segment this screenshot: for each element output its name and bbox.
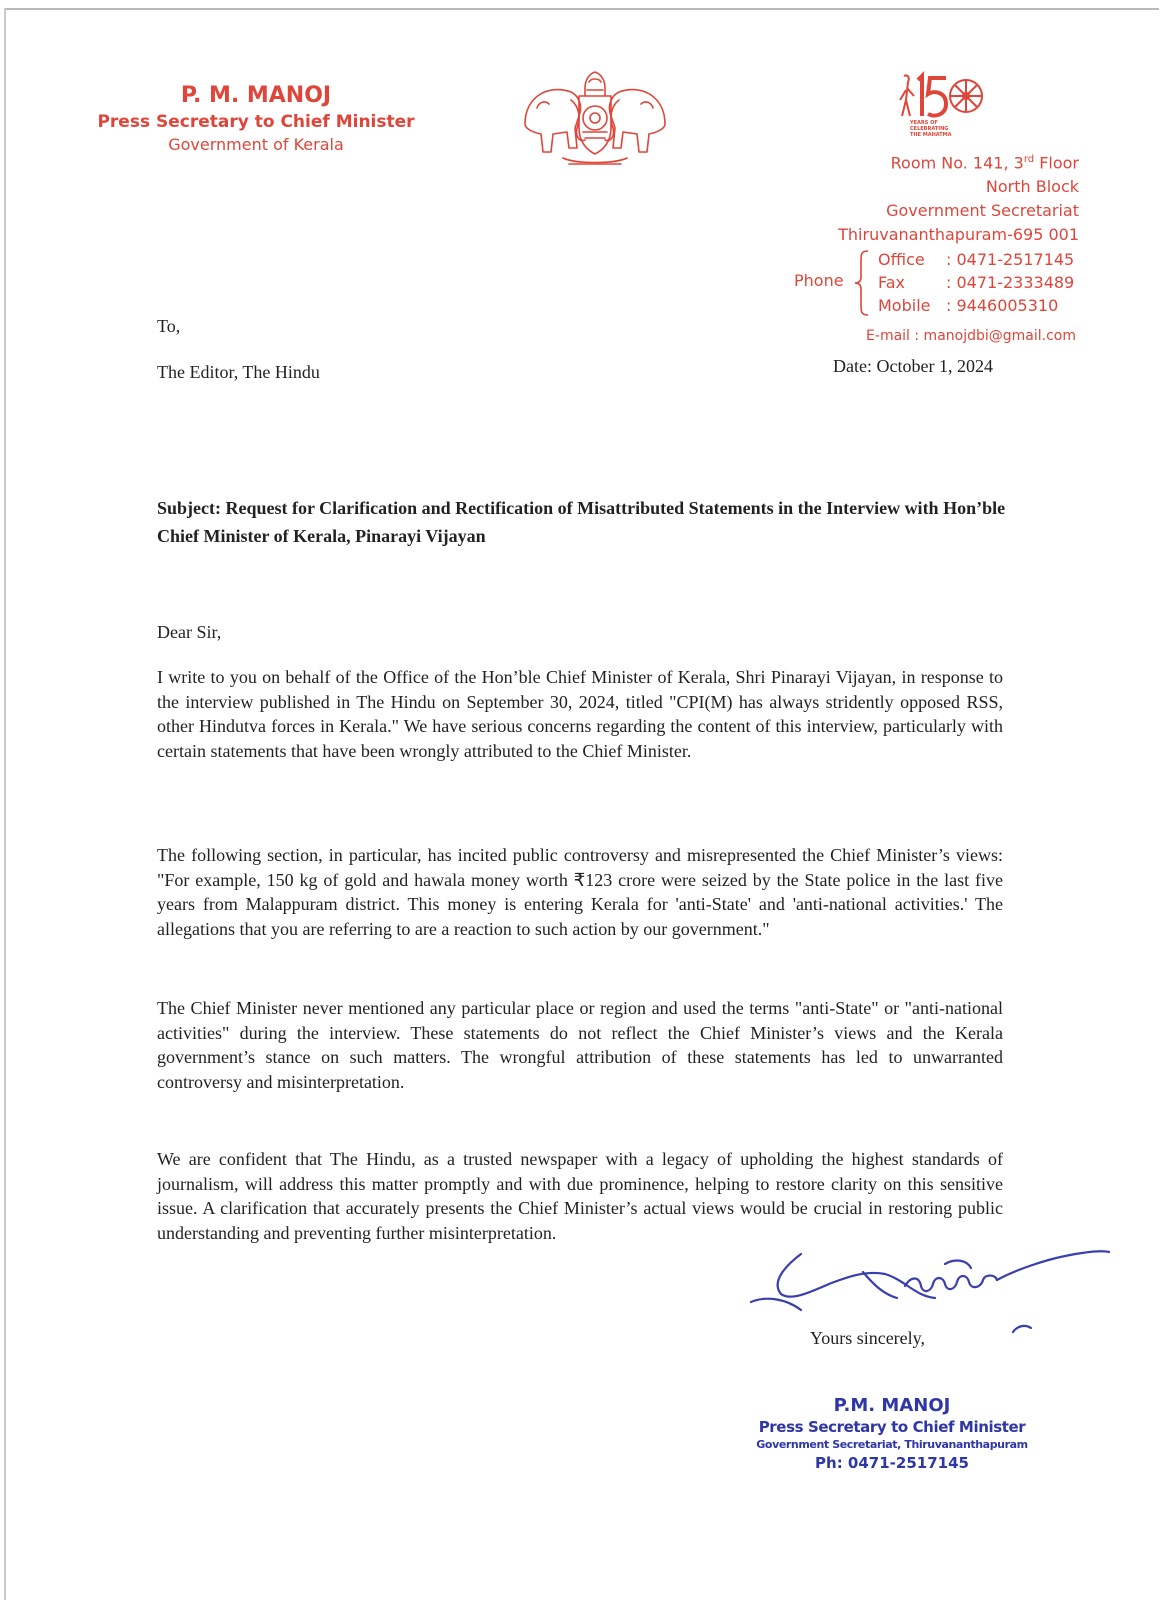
body-paragraph-2: The following section, in particular, has incited public controversy and misrepresented the Chief Minister’s views: "For example, 150 kg of gold and hawala money worth ₹123 crore were seized by the State police in the last five years from Malappuram district. This money is entering Kerala for 'anti-State' and 'anti-national activities.' The allegations that you are referring to are a reaction to such action by our government." xyxy=(157,845,1003,939)
anniversary-logo-text-1: YEARS OF xyxy=(910,120,938,126)
email-address: E-mail : manojdbi@gmail.com xyxy=(866,328,1076,344)
phone-label: Phone xyxy=(794,271,844,290)
stamp-designation: Press Secretary to Chief Minister xyxy=(758,1418,1026,1436)
sender-organization: Government of Kerala xyxy=(168,135,344,154)
phone-rows xyxy=(878,248,1074,317)
sender-name: P. M. MANOJ xyxy=(180,83,332,108)
official-stamp xyxy=(742,1395,1042,1473)
stamp-name: P.M. MANOJ xyxy=(833,1395,951,1416)
gandhi-150-years-logo-icon xyxy=(896,70,1006,138)
address-building: Government Secretariat xyxy=(886,201,1079,221)
subject-line: Subject: Request for Clarification and Rectification of Misattributed Statements in the Interview with Hon’ble Chief Minister of Kerala, Pinarayi Vijayan xyxy=(157,498,1006,546)
letter-date: Date: October 1, 2024 xyxy=(833,356,993,376)
office-address xyxy=(838,148,1079,247)
body-paragraph-4: We are confident that The Hindu, as a trusted newspaper with a legacy of upholding the highest standards of journalism, will address this matter promptly and with due prominence, helping to restore clarity on this sensitive issue. A clarification that accurately presents the Chief Minister’s actual views would be crucial in restoring public understanding and preventing further misinterpretation. xyxy=(157,1149,1003,1243)
stamp-office: Government Secretariat, Thiruvananthapuram xyxy=(756,1438,1028,1451)
anniversary-logo-text-2: CELEBRATING xyxy=(910,126,949,132)
sender-designation: Press Secretary to Chief Minister xyxy=(97,112,415,132)
anniversary-logo-text-3: THE MAHATMA xyxy=(910,132,952,138)
phone-row-fax: Fax : 0471-2333489 xyxy=(878,273,1075,292)
closing: Yours sincerely, xyxy=(810,1328,925,1348)
recipient: The Editor, The Hindu xyxy=(157,362,320,382)
salutation: Dear Sir, xyxy=(157,622,222,642)
phone-row-mobile: Mobile : 9446005310 xyxy=(878,296,1059,315)
handwritten-signature-icon xyxy=(745,1240,1130,1370)
phone-row-office: Office : 0471-2517145 xyxy=(878,250,1075,269)
stamp-phone: Ph: 0471-2517145 xyxy=(815,1454,969,1472)
address-city: Thiruvananthapuram-695 001 xyxy=(838,225,1079,245)
address-room: Room No. 141, 3rd Floor xyxy=(890,153,1079,173)
scan-edge-left xyxy=(4,8,6,1600)
to-label: To, xyxy=(157,316,181,336)
body-paragraph-3: The Chief Minister never mentioned any particular place or region and used the terms "anti-State" or "anti-national activities" during the interview. These statements do not reflect the Chief Minister’s views and the Kerala government’s stance on such matters. The wrongful attribution of these statements has led to unwarranted controversy and misinterpretation. xyxy=(157,998,1003,1092)
sender-block xyxy=(96,82,416,156)
curly-brace-icon xyxy=(854,250,870,316)
address-block: North Block xyxy=(985,177,1079,197)
scan-edge-top xyxy=(4,8,1159,10)
body-paragraph-1: I write to you on behalf of the Office of the Hon’ble Chief Minister of Kerala, Shri Pinarayi Vijayan, in response to the interview published in The Hindu on September 30, 2024, titled "CPI(M) has always stridently opposed RSS, other Hindutva forces in Kerala." We have serious concerns regarding the content of this interview, particularly with certain statements that have been wrongly attributed to the Chief Minister. xyxy=(157,667,1003,761)
kerala-state-emblem-icon xyxy=(519,66,671,170)
